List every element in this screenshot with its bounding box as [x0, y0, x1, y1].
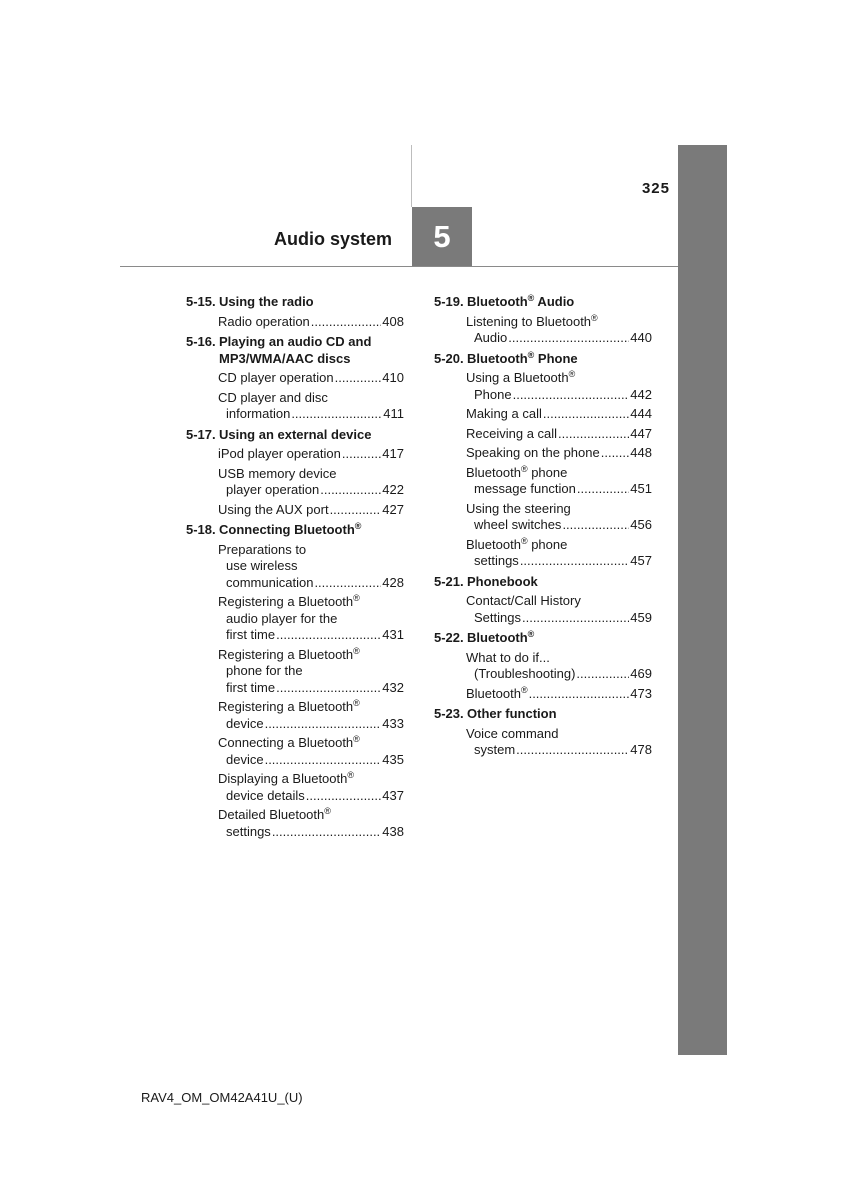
toc-entry-line: Registering a Bluetooth®	[218, 593, 360, 609]
leader-dots	[520, 553, 629, 570]
toc-section-heading	[186, 427, 404, 444]
toc-entry[interactable]	[218, 735, 404, 768]
toc-column-right	[434, 294, 652, 759]
toc-entry-text: wheel switches	[474, 517, 562, 532]
toc-entry-line: phone for the	[226, 663, 303, 678]
toc-section-title: Bluetooth® Phone	[467, 349, 578, 366]
toc-column-left	[186, 294, 404, 840]
toc-section-heading	[434, 351, 652, 368]
leader-dots	[330, 502, 382, 519]
toc-entry-line: Bluetooth® phone	[466, 463, 568, 480]
leader-dots	[291, 406, 382, 423]
toc-entry[interactable]	[218, 807, 404, 840]
registered-mark: ®	[527, 629, 535, 639]
toc-entry-line: Displaying a Bluetooth®	[218, 770, 354, 786]
registered-mark: ®	[353, 645, 360, 656]
toc-entry-line: Using the steering	[466, 500, 571, 516]
toc-entry[interactable]	[466, 686, 652, 703]
toc-page-number: 432	[382, 679, 404, 695]
toc-section-title: Bluetooth®	[467, 629, 535, 645]
toc-entry-line: use wireless	[226, 558, 298, 573]
toc-entry-line: Listening to Bluetooth®	[466, 312, 598, 329]
toc-entry[interactable]	[218, 466, 404, 499]
toc-section-heading	[186, 522, 404, 539]
toc-entry-line	[466, 387, 652, 404]
toc-section-number: 5-20.	[434, 350, 464, 366]
toc-entry-text: device details	[226, 787, 305, 803]
toc-entry-line	[218, 716, 404, 733]
leader-dots	[522, 610, 629, 627]
leader-dots	[576, 666, 629, 683]
toc-entry[interactable]	[218, 542, 404, 592]
toc-entry-line	[218, 314, 404, 331]
toc-page-number: 438	[382, 823, 404, 839]
leader-dots	[276, 627, 381, 644]
toc-entry-line: Registering a Bluetooth®	[218, 698, 360, 714]
toc-entry[interactable]	[466, 426, 652, 443]
registered-mark: ®	[353, 698, 360, 708]
toc-entry[interactable]	[218, 594, 404, 644]
toc-entry[interactable]	[218, 314, 404, 331]
toc-page-number: 408	[382, 313, 404, 329]
toc-entry-text: information	[226, 406, 291, 421]
leader-dots	[562, 517, 629, 534]
toc-entry-line	[218, 446, 404, 463]
toc-section-title: Using an external device	[219, 426, 372, 442]
toc-section-number: 5-18.	[186, 522, 216, 537]
leader-dots	[335, 370, 382, 387]
toc-page-number: 440	[630, 330, 652, 345]
toc-page-number: 448	[630, 445, 652, 460]
toc-section-title: Phonebook	[467, 573, 538, 589]
toc-entry-line	[466, 481, 652, 498]
registered-mark: ®	[568, 369, 576, 379]
toc-entry-line	[218, 406, 404, 423]
registered-mark: ®	[527, 293, 535, 303]
toc-page-number: 469	[630, 666, 652, 681]
toc-entry-line	[466, 742, 652, 759]
toc-entry-line	[466, 330, 652, 347]
toc-entry-text: (Troubleshooting)	[474, 666, 576, 681]
toc-entry-line	[466, 426, 652, 443]
header-rule	[120, 266, 678, 267]
toc-entry[interactable]	[466, 314, 652, 347]
toc-section-number: 5-17.	[186, 426, 216, 442]
toc-entry-text: Settings	[474, 609, 521, 625]
toc-entry-text: communication	[226, 574, 314, 590]
toc-entry-line: Contact/Call History	[466, 593, 581, 608]
toc-entry-line	[466, 406, 652, 423]
toc-entry-line: Using a Bluetooth®	[466, 369, 576, 385]
toc-entry-line: Connecting a Bluetooth®	[218, 734, 360, 750]
toc-entry-line: CD player and disc	[218, 389, 328, 405]
toc-page-number: 478	[630, 742, 652, 757]
toc-entry[interactable]	[466, 726, 652, 759]
toc-entry-line	[466, 610, 652, 627]
toc-entry-text: Making a call	[466, 406, 542, 421]
toc-entry-text: device	[226, 751, 264, 767]
toc-entry-line: audio player for the	[226, 610, 338, 626]
registered-mark: ®	[353, 734, 360, 744]
leader-dots	[577, 481, 629, 498]
toc-entry-line	[466, 517, 652, 534]
toc-section-heading	[186, 294, 404, 311]
leader-dots	[276, 680, 381, 697]
toc-page-number: 457	[630, 553, 652, 568]
toc-section-number: 5-19.	[434, 294, 464, 309]
toc-entry[interactable]	[466, 593, 652, 626]
toc-section-heading	[434, 294, 652, 311]
registered-mark: ®	[353, 593, 360, 603]
toc-entry-text: message function	[474, 481, 576, 496]
toc-entry-text: Using the AUX port	[218, 501, 329, 517]
toc-section-heading	[434, 630, 652, 647]
chapter-number: 5	[433, 218, 451, 254]
toc-entry-text: device	[226, 715, 264, 731]
toc-page-number: 442	[630, 386, 652, 402]
toc-entry-text: first time	[226, 627, 276, 642]
registered-mark: ®	[520, 684, 528, 695]
leader-dots	[306, 788, 382, 805]
toc-entry-line	[218, 627, 404, 644]
toc-page-number: 435	[382, 751, 404, 767]
registered-mark: ®	[347, 770, 354, 780]
toc-section-heading	[186, 334, 404, 367]
toc-entry-text: Radio operation	[218, 313, 310, 329]
registered-mark: ®	[520, 535, 528, 546]
chapter-thumb-tab	[678, 145, 727, 1055]
leader-dots	[543, 406, 629, 423]
toc-entry-line	[218, 824, 404, 841]
leader-dots	[513, 387, 630, 404]
toc-section-number: 5-22.	[434, 630, 464, 645]
toc-page-number: 437	[382, 787, 404, 803]
toc-entry-text: system	[474, 742, 516, 757]
toc-entry[interactable]	[218, 647, 404, 697]
toc-section-number: 5-21.	[434, 573, 464, 589]
toc-entry-line	[218, 502, 404, 519]
toc-entry-line: USB memory device	[218, 465, 337, 481]
leader-dots	[558, 426, 629, 443]
toc-section-title: Using the radio	[219, 294, 314, 309]
toc-entry-text: Speaking on the phone	[466, 445, 600, 460]
leader-dots	[508, 330, 629, 347]
toc-entry[interactable]	[466, 650, 652, 683]
toc-entry[interactable]	[218, 390, 404, 423]
registered-mark: ®	[354, 521, 362, 531]
toc-entry-line: What to do if...	[466, 649, 550, 665]
toc-page-number: 428	[382, 574, 404, 590]
toc-entry-line	[218, 752, 404, 769]
toc-entry-line: Registering a Bluetooth®	[218, 645, 360, 662]
toc-section-number: 5-16.	[186, 334, 216, 349]
leader-dots	[529, 686, 630, 703]
toc-entry-text: first time	[226, 679, 276, 695]
toc-entry-line: Detailed Bluetooth®	[218, 806, 331, 822]
toc-page-number: 433	[382, 715, 404, 731]
toc-entry[interactable]	[218, 502, 404, 519]
toc-page-number: 417	[382, 446, 404, 461]
leader-dots	[320, 482, 381, 499]
toc-entry-line: Preparations to	[218, 541, 307, 557]
toc-entry[interactable]	[466, 406, 652, 423]
toc-entry-text: Bluetooth®	[466, 684, 528, 701]
toc-entry-line	[218, 575, 404, 592]
toc-entry[interactable]	[218, 699, 404, 732]
toc-section-heading	[434, 574, 652, 591]
toc-entry[interactable]	[466, 370, 652, 403]
toc-entry-text: player operation	[226, 482, 320, 497]
toc-entry-text: Phone	[474, 386, 512, 402]
toc-section-title: Connecting Bluetooth®	[219, 521, 362, 537]
toc-section-title: Playing an audio CD and MP3/WMA/AAC discs	[219, 334, 372, 366]
toc-section-number: 5-15.	[186, 294, 216, 309]
toc-section-title: Other function	[467, 706, 557, 721]
toc-page-number: 431	[382, 627, 404, 642]
leader-dots	[272, 824, 381, 841]
toc-page-number: 456	[630, 517, 652, 532]
toc-entry-line	[466, 553, 652, 570]
leader-dots	[314, 575, 381, 592]
registered-mark: ®	[324, 806, 331, 816]
toc-page-number: 411	[383, 406, 404, 421]
toc-entry-text: settings	[226, 823, 271, 839]
toc-entry[interactable]	[218, 446, 404, 463]
registered-mark: ®	[527, 349, 535, 360]
toc-entry[interactable]	[466, 465, 652, 498]
document-code: RAV4_OM_OM42A41U_(U)	[141, 1090, 303, 1105]
leader-dots	[311, 314, 382, 331]
chapter-number-box	[412, 207, 472, 266]
toc-entry-line	[218, 482, 404, 499]
toc-section-number: 5-23.	[434, 706, 464, 721]
toc-entry-line	[466, 445, 652, 462]
leader-dots	[265, 752, 382, 769]
leader-dots	[342, 446, 381, 463]
toc-entry[interactable]	[218, 771, 404, 804]
page-number: 325	[641, 180, 670, 197]
registered-mark: ®	[520, 463, 528, 474]
toc-page-number: 444	[630, 406, 652, 421]
registered-mark: ®	[591, 312, 598, 323]
toc-page-number: 427	[382, 501, 404, 517]
leader-dots	[516, 742, 629, 759]
toc-entry-line	[466, 666, 652, 683]
chapter-title: Audio system	[273, 229, 392, 249]
header-divider	[411, 145, 412, 207]
toc-entry-line: Voice command	[466, 725, 559, 741]
toc-entry-text: settings	[474, 553, 519, 568]
toc-entry-line	[218, 788, 404, 805]
toc-entry-line	[218, 680, 404, 697]
leader-dots	[601, 445, 630, 462]
toc-entry[interactable]	[466, 537, 652, 570]
toc-page-number: 459	[630, 609, 652, 625]
toc-page-number: 422	[382, 482, 404, 497]
toc-page-number: 451	[630, 481, 652, 496]
toc-section-heading	[434, 706, 652, 723]
toc-entry[interactable]	[466, 445, 652, 462]
toc-section-title: Bluetooth® Audio	[467, 293, 575, 309]
toc-entry-line: Bluetooth® phone	[466, 535, 568, 552]
toc-entry-text: Audio	[474, 330, 508, 345]
toc-entry-line	[466, 686, 652, 703]
toc-page-number: 410	[382, 370, 404, 385]
leader-dots	[265, 716, 382, 733]
toc-entry-text: CD player operation	[218, 370, 334, 385]
toc-page-number: 447	[630, 425, 652, 441]
toc-entry-text: Receiving a call	[466, 425, 558, 441]
toc-page-number: 473	[630, 685, 652, 701]
toc-entry[interactable]	[466, 501, 652, 534]
toc-entry-line	[218, 370, 404, 387]
toc-entry-text: iPod player operation	[218, 446, 341, 461]
toc-entry[interactable]	[218, 370, 404, 387]
